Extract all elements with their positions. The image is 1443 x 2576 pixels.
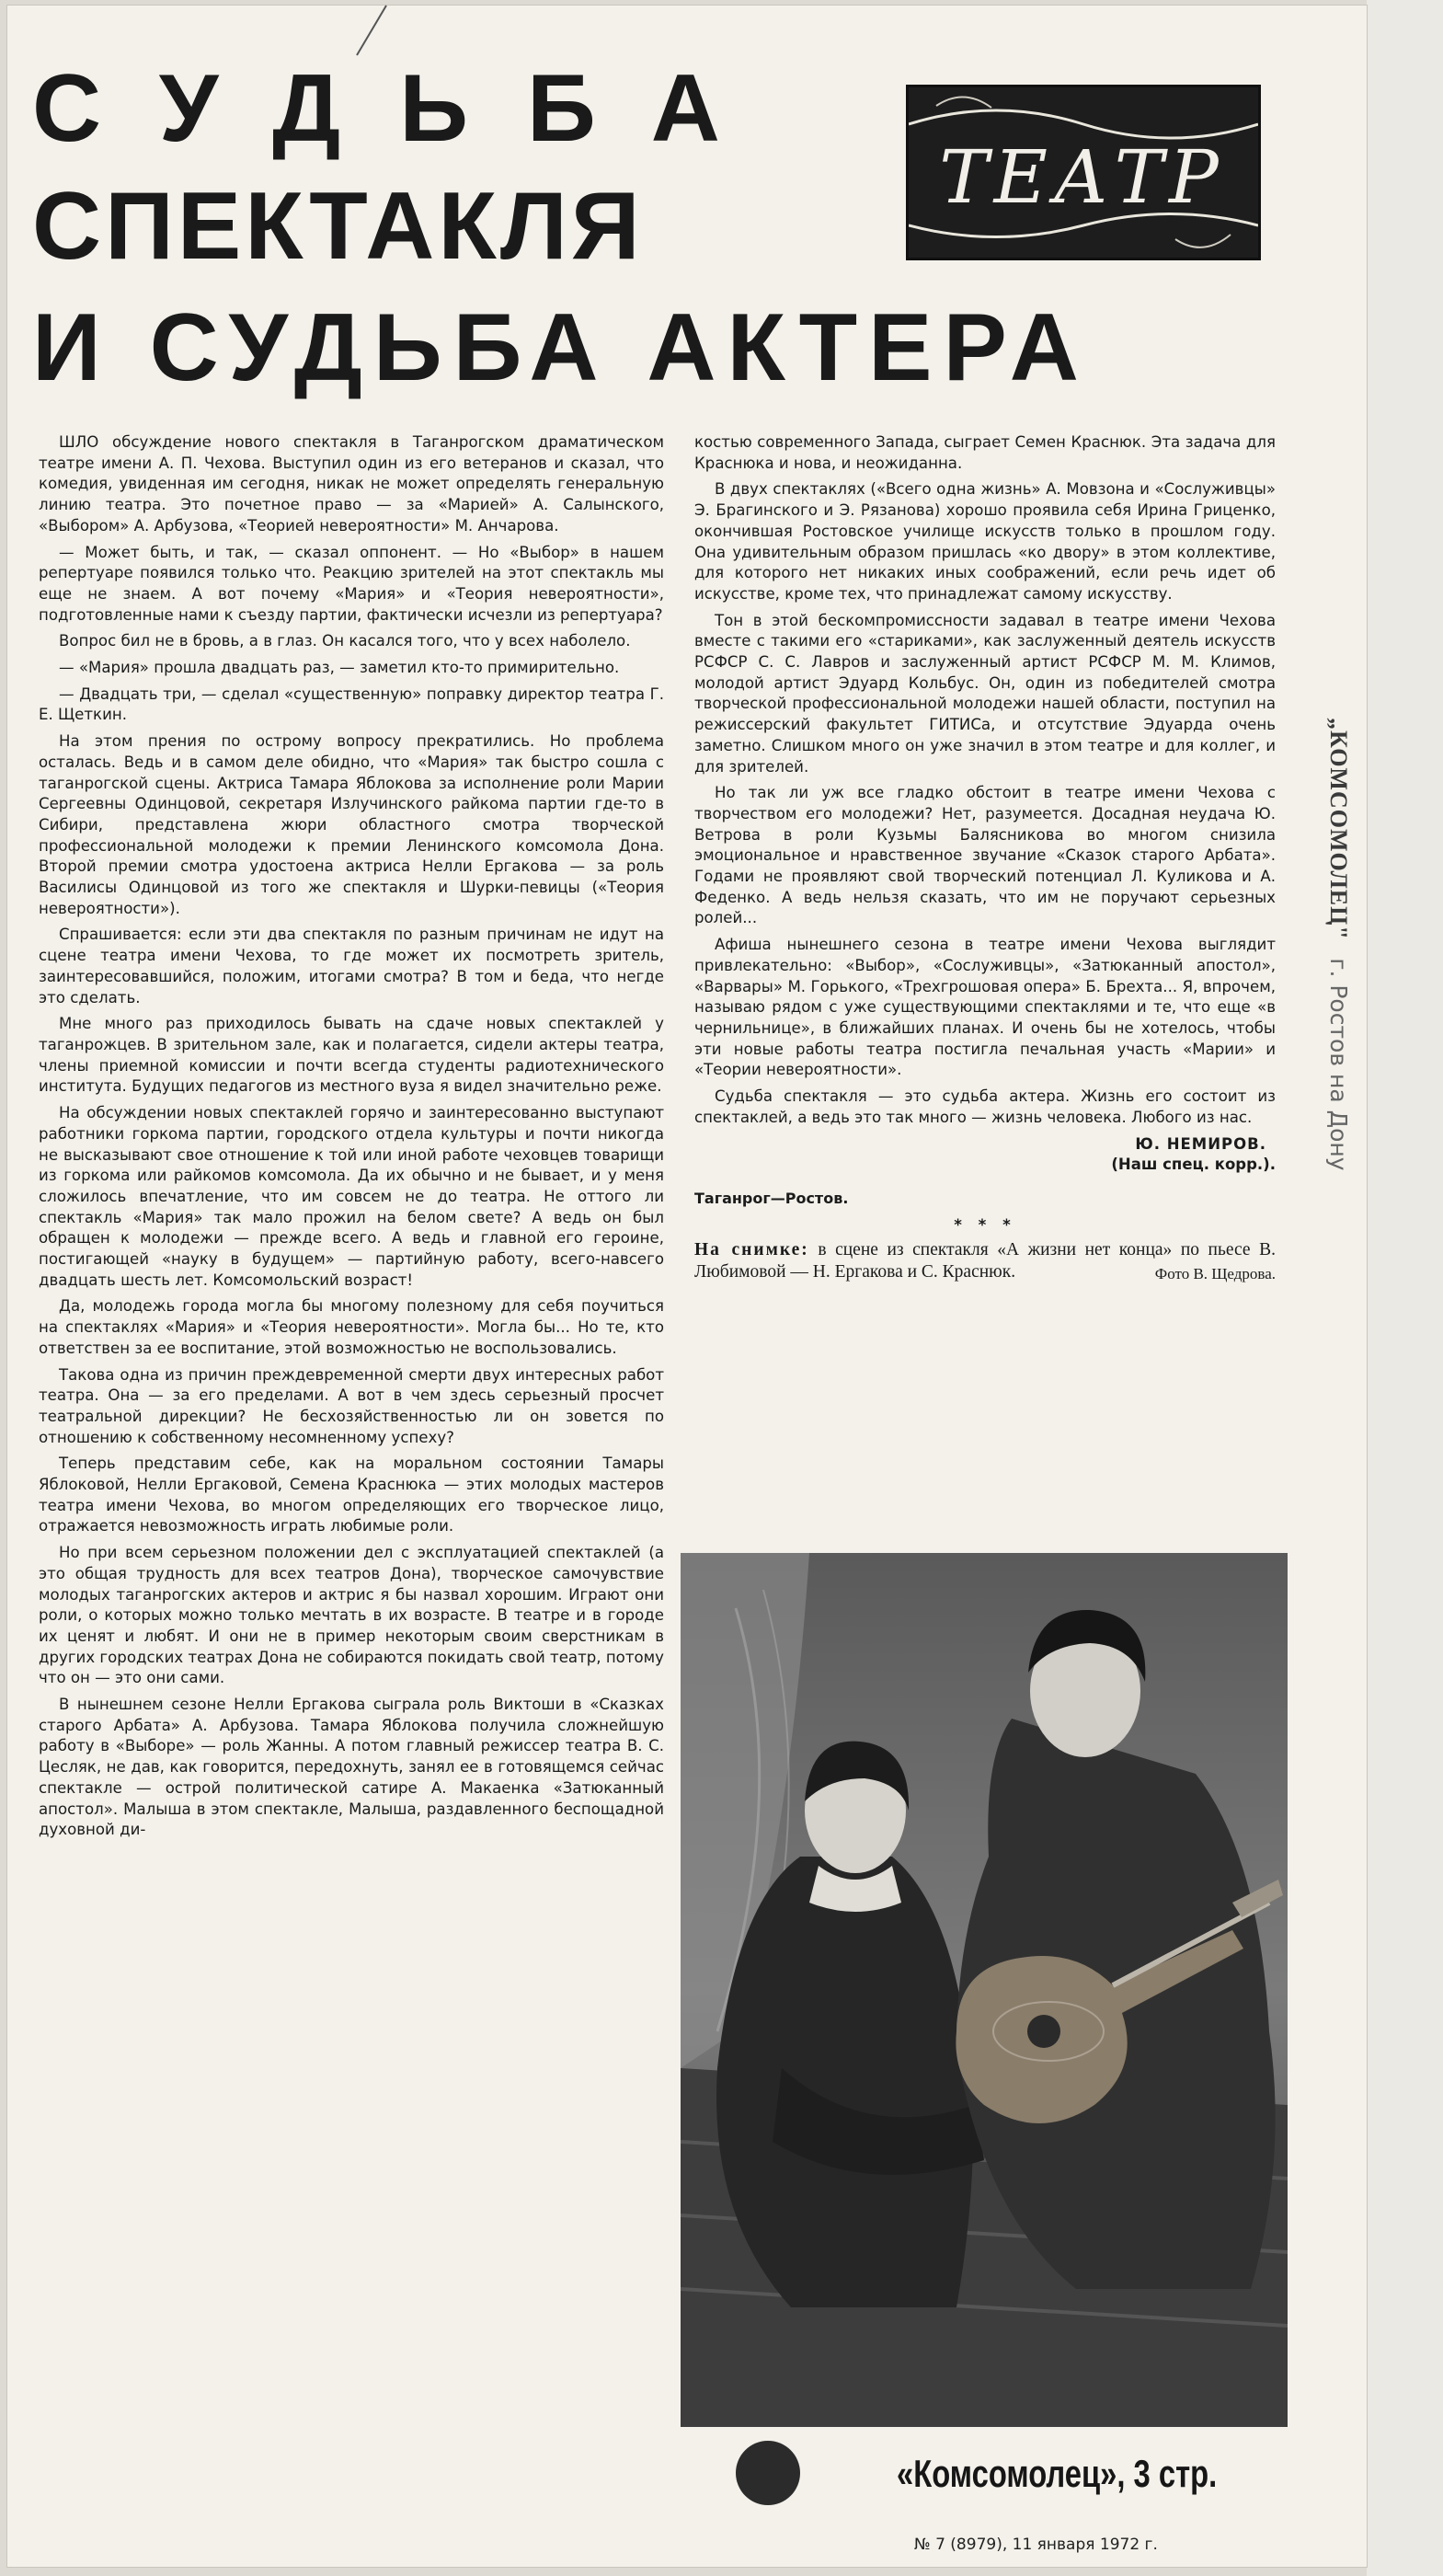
dateline: Таганрог—Ростов. — [694, 1189, 849, 1207]
paragraph: Судьба спектакля — это судьба актера. Жизнь его состоит из спектаклей, а ведь это так много — жизнь человека. Любого из нас. — [694, 1087, 1276, 1126]
stamp-title: „КОМСОМОЛЕЦ" — [1325, 718, 1352, 940]
paragraph: На обсуждении новых спектаклей горячо и заинтересованно выступают работники горкома партии, городского отдела культуры и почти никогда не высказывают свое отношение к той или иной работе чеховцев товарищи из горкома или райкомов комсомола. Да их обычно и не бывает, и у меня сложилось впечатление, что им совсем не до театра. Не оттого ли спектакль «Мария» так мало прожил на белом свете? А ведь он был обращен к молодежи — прежде всего. А ведь и главной его героине, постигающей «науку в будущем» — партийную работу, всего-навсего двадцать шесть лет. Комсомольский возраст! — [39, 1104, 664, 1289]
headline-line-3: И СУДЬБА АКТЕРА — [32, 294, 1090, 401]
publication-title: «Комсомолец», 3 стр. — [897, 2452, 1218, 2495]
paragraph: ШЛО обсуждение нового спектакля в Таганрогском драматическом театре имени А. П. Чехова. Выступил один из его ветеранов и сказал, что комедия, увиденная им сегодня, никак не может определять генеральную линию театра. Это почетное право — за «Марией» А. Салынского, «Выбором» А. Арбузова, «Теорией невероятности» М. Анчарова. — [39, 433, 664, 535]
paragraph: костью современного Запада, сыграет Семен Краснюк. Эта задача для Краснюка и нова, и неожиданна. — [694, 433, 1276, 472]
article-column-right — [694, 432, 1276, 1285]
article-column-left — [39, 432, 664, 2548]
photo-illustration — [681, 1553, 1288, 2427]
caption-text: в сцене из спектакля «А жизни нет конца» по пьесе В. Любимовой — Н. Ергакова и С. Краснюк. — [694, 1240, 1276, 1282]
paragraph: — Двадцать три, — сделал «существенную» поправку директор театра Г. Е. Щеткин. — [39, 684, 664, 724]
scan-margin — [1367, 0, 1443, 2576]
paragraph: Спрашивается: если эти два спектакля по разным причинам не идут на сцене театра имени Чехова, то где может их посмотреть зритель, заинтересовавшийся, положим, итогами смотра? В том и беда, что негде это сделать. — [39, 926, 664, 1006]
headline-line-2: СПЕКТАКЛЯ — [32, 173, 644, 280]
print-blot — [736, 2441, 800, 2505]
source-stamp — [1297, 718, 1352, 1178]
paragraph: — «Мария» прошла двадцать раз, — заметил кто-то примирительно. — [59, 659, 620, 677]
scratch-mark — [349, 4, 405, 59]
author-signature — [694, 1134, 1276, 1210]
paragraph: Теперь представим себе, как на моральном состоянии Тамары Яблоковой, Нелли Ергаковой, Семена Краснюка — этих молодых мастеров театра имени Чехова, во многом определяющих его творческое лицо, отражается невозможность играть любимые роли. — [39, 1455, 664, 1535]
caption-lead: На снимке: — [694, 1240, 809, 1260]
photo-caption — [694, 1239, 1276, 1283]
author-role: (Наш спец. корр.). — [1111, 1156, 1276, 1174]
headline-line-1: СУДЬБА — [32, 55, 779, 162]
theatre-rubric — [906, 85, 1261, 260]
paragraph: Тон в этой бескомпромиссности задавал в театре имени Чехова вместе с такими его «стариками», как заслуженный деятель искусств РСФСР С. С. Лавров и заслуженный артист РСФСР М. М. Климов, молодой артист Эдуард Кольбус. Он, один из победителей смотра творческой профессиональной молодежи нашей области, поступил на режиссерский факультет ГИТИСа, и отсутствие Эдуарда очень заметно. Слишком много он уже значил в этом театре и для коллег, и для зрителей. — [694, 611, 1276, 776]
photo-credit: Фото В. Щедрова. — [1154, 1265, 1276, 1283]
paragraph: Афиша нынешнего сезона в театре имени Чехова выглядит привлекательно: «Выбор», «Сослуживцы», «Затюканный апостол», «Варвары» М. Горького, «Трехгрошовая опера» Б. Брехта... Я, впрочем, называю рядом с уже существующими спектаклями и те, что еще «в чернильнице», в ближайших планах. И очень бы не хотелось, чтобы эти новые работы театра постигла печальная участь «Марии» и «Теории невероятности». — [694, 936, 1276, 1079]
paragraph: Но так ли уж все гладко обстоит в театре имени Чехова с творчеством его молодежи? Нет, разумеется. Досадная неудача Ю. Ветрова в роли Кузьмы Балясникова во многом снизила эмоциональное и нравственное звучание «Сказок старого Арбата». Годами не проявляют свой творческий потенциал Л. Куликова и А. Феденко. А ведь нельзя сказать, что им не поручают серьезных ролей... — [694, 784, 1276, 927]
author-name: Ю. НЕМИРОВ. — [1135, 1134, 1266, 1153]
scene-photo — [681, 1553, 1288, 2427]
paragraph: В нынешнем сезоне Нелли Ергакова сыграла роль Виктоши в «Сказках старого Арбата» А. Арбузова. Тамара Яблокова получила сложнейшую работу в «Выборе» — роль Жанны. А потом главный режиссер театра В. С. Цесляк, не дав, как говорится, передохнуть, занял ее в готовящемся сейчас спектакле — острой политической сатире А. Макаенка «Затюканный апостол». Малыша в этом спектакле, Малыша, раздавленного беспощадной духовной ди- — [39, 1696, 664, 1839]
paragraph: В двух спектаклях («Всего одна жизнь» А. Мовзона и «Сослуживцы» Э. Брагинского и Э. Рязанова) хорошо проявила себя Ирина Гриценко, окончившая Ростовское училище искусств только в прошлом году. Она удивительным образом пришлась «ко двору» в этом коллективе, для которого нет никаких иных соображений, если речь идет об искусстве, кроме тех, что принадлежат самому искусству. — [694, 480, 1276, 603]
paragraph: Но при всем серьезном положении дел с эксплуатацией спектаклей (а это общая трудность для всех театров Дона), творческое самочувствие молодых таганрогских актеров и актрис я бы назвал хорошим. Играют они роли, о которых можно только мечтать в их возрасте. В театре и в городе их ценят и любят. И они не в пример некоторым своим сверстникам в других городских театрах Дона не собираются покидать свой театр, потому что он — это они сами. — [39, 1544, 664, 1687]
paragraph: На этом прения по острому вопросу прекратились. Но проблема осталась. Ведь и в самом деле обидно, что «Мария» так быстро сошла с таганрогской сцены. Актриса Тамара Яблокова за исполнение роли Марии Сергеевны Одинцовой, секретаря Излучинского райкома партии где-то в Сибири, представлена жюри областного смотра творческой профессиональной молодежи к премии Ленинского комсомола Дона. Второй премии смотра удостоена актриса Нелли Ергакова — за роль Василисы Одинцовой из того же спектакля и Шурки-певицы («Теория невероятности»). — [39, 732, 664, 917]
section-separator: * * * — [954, 1215, 1016, 1234]
issue-line: № 7 (8979), 11 января 1972 г. — [914, 2536, 1158, 2554]
stamp-city: г. Ростов на Дону — [1325, 958, 1352, 1171]
rubric-label: ТЕАТР — [939, 134, 1224, 220]
paragraph: — Может быть, и так, — сказал оппонент. — Но «Выбор» в нашем репертуаре появился только что. Реакцию зрителей на этот спектакль мы еще не знаем. А вот почему «Мария» и «Теория невероятности», подготовленные нами к съезду партии, фактически исчезли из репертуара? — [39, 543, 664, 624]
paragraph: Да, молодежь города могла бы многому полезному для себя поучиться на спектаклях «Мария» и «Теория невероятности». Могла бы... Но те, кто ответствен за ее воспитание, этой возможностью не воспользовались. — [39, 1297, 664, 1357]
paragraph: Мне много раз приходилось бывать на сдаче новых спектаклей у таганрожцев. В зрительном зале, как и полагается, сидели актеры театра, члены приемной комиссии и почти всегда студенты радиотехнического института. Будущих педагогов из местного вуза я видел значительно реже. — [39, 1015, 664, 1096]
paragraph: Вопрос бил не в бровь, а в глаз. Он касался того, что у всех наболело. — [59, 632, 631, 650]
paragraph: Такова одна из причин преждевременной смерти двух интересных работ театра. Она — за его пределами. А вот в чем здесь серьезный просчет театральной дирекции? Не бесхозяйственностью ли он зовется по отношению к собственному несомненному успеху? — [39, 1365, 664, 1446]
